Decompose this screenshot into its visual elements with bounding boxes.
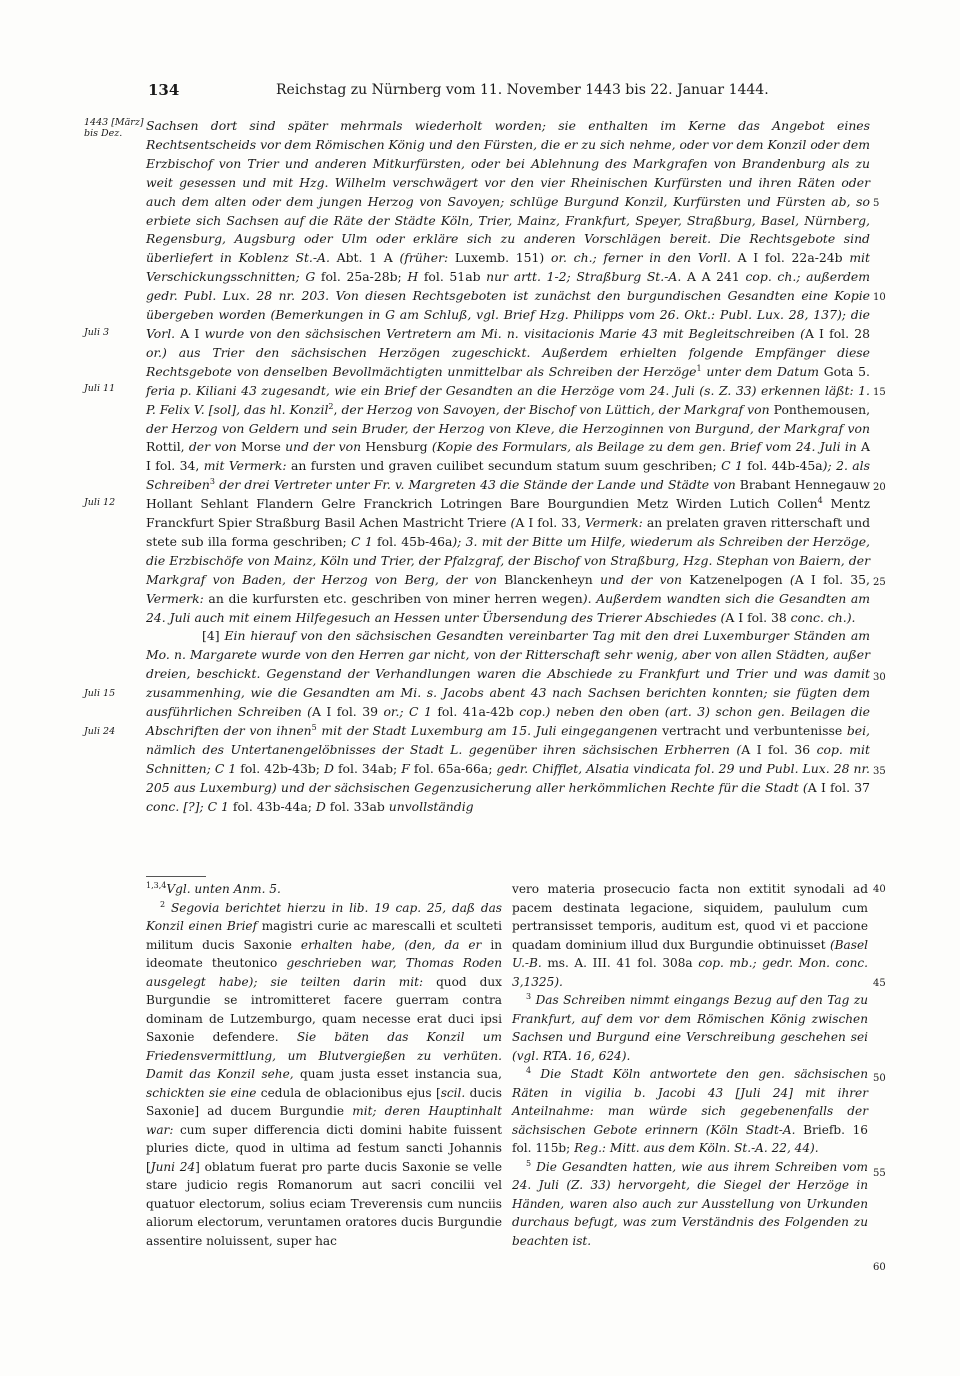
line-number: 35 (873, 766, 886, 777)
paragraph-rechtsgebote: Sachsen dort sind später mehrmals wiederholt worden; sie enthalten im Kerne das Angebot eines Rechtsentscheids vor dem Römischen König und den Fürsten, die er zu sich nehme, oder vor dem Konzil oder dem Erzbischof von Trier und anderen Mitkurfürsten, oder bei Ablehnung des Markgrafen von Brandenburg als zu weit gesessen und mit Hzg. Wilhelm verschwägert vor den vier Rheinischen Kurfürsten und ihren Räten oder auch dem alten oder dem jungen Herzog von Savoyen; schlüge Burgund Konzil, Kurfürsten und Fürsten ab, so erbiete sich Sachsen auf die Räte der Städte Köln, Trier, Mainz, Frankfurt, Speyer, Straßburg, Basel, Nürnberg, Regensburg, Augsburg oder Ulm oder erkläre sich zu anderen Vorschlägen bereit. Die Rechtsgebote sind überliefert in Koblenz St.-A. Abt. 1 A (früher: Luxemb. 151) or. ch.; ferner in den Vorll. A I fol. 22a-24b mit Verschickungsschnitten; G fol. 25a-28b; H fol. 51ab nur artt. 1-2; Straßburg St.-A. A A 241 cop. ch.; außerdem gedr. Publ. Lux. 28 nr. 203. Von diesen Rechtsgeboten ist zunächst den burgundischen Gesandten eine Kopie übergeben worden (Bemerkungen in G am Schluß, vgl. Brief Hzg. Philipps vom 26. Okt.: Publ. Lux. 28, 137); die Vorl. A I wurde von den sächsischen Vertretern am Mi. n. visitacionis Marie 43 mit Begleitschreiben (A I fol. 28 or.) aus Trier den sächsischen Herzögen zugeschickt. Außerdem erhielten folgende Empfänger diese Rechtsgebote von denselben Bevollmächtigten unmittelbar als Schreiben der Herzöge$^1$ unter dem Datum Gota 5. feria p. Kiliani 43 zugesandt, wie ein Brief der Gesandten an die Herzöge vom 24. Juli (s. Z. 33) erkennen läßt: 1. P. Felix V. [sol], das hl. Konzil$^2$, der Herzog von Savoyen, der Bischof von Lüttich, der Markgraf von Ponthemousen, der Herzog von Geldern und sein Bruder, der Herzog von Kleve, die Herzoginnen von Burgund, der Markgraf von Rottil, der von Morse und der von Hensburg (Kopie des Formulars, als Beilage zu dem gen. Brief vom 24. Juli in A I fol. 34, mit Vermerk: an fursten und graven cuilibet secundum statum suum geschriben; C 1 fol. 44b-45a); 2. als Schreiben$^3$ der drei Vertreter unter Fr. v. Margreten 43 die Stände der Lande und Städte von Brabant Hennegauw Hollant Sehlant Flandern Gelre Franckrich Lotringen Bare Bourgundien Metz Wirden Lutich Collen$^4$ Mentz Franckfurt Spier Straßburg Basil Achen Mastricht Triere (A I fol. 33, Vermerk: an prelaten graven ritterschaft und stete sub illa forma geschriben; C 1 fol. 45b-46a); 3. mit der Bitte um Hilfe, wiederum als Schreiben der Herzöge, die Erzbischöfe von Mainz, Köln und Trier, der Pfalzgraf, der Bischof von Straßburg, Hzg. Stephan von Baiern, der Markgraf von Baden, der Herzog von Berg, der von Blanckenheyn und der von Katzenelpogen (A I fol. 35, Vermerk: an die kurfursten etc. geschriben von miner herren wegen). Außerdem wandten sich die Gesandten am 24. Juli auch mit einem Hilfegesuch an Hessen unter Übersendung des Trierer Abschiedes (A I fol. 38 conc. ch.). (146, 118, 871, 625)
main-text (146, 117, 870, 817)
side-note: Juli 11 (84, 383, 116, 394)
footnotes-left-column: $^{1,3,4}$Vgl. unten Anm. 5. $^2$ Segovia berichtet hierzu in lib. 19 cap. 25, daß das Konzil einen Brief magistri curie ac marescalli et sculteti militum ducis Saxonie erhalten habe, (den, da er in ideomate theutonico geschrieben war, Thomas Roden ausgelegt habe); sie teilten darin mit: quod dux Burgundie se intromitteret facere guerram contra dominam de Lutzemburgo, quam necesse erat duci ipsi Saxonie defendere. Sie bäten das Konzil um Friedensvermittlung, um Blutvergießen zu verhüten. Damit das Konzil sehe, quam justa esset instancia sua, schickten sie eine cedula de oblacionibus ejus [scil. ducis Saxonie] ad ducem Burgundie mit; deren Hauptinhalt war: cum super differencia dicti domini habite fuissent pluries dicte, quod in ultima ad festum sancti Johannis [Juni 24] oblatum fuerat pro parte ducis Saxonie se velle stare judicio regis Romanorum aut sacri concilii vel quatuor electorum, solius eciam Treverensis cum nunciis aliorum electorum, veruntamen oratores ducis Burgundie assentire noluissent, super hac (146, 880, 503, 1248)
line-number: 60 (873, 1262, 886, 1273)
line-number: 40 (873, 884, 886, 895)
line-number: 10 (873, 292, 886, 303)
line-number: 55 (873, 1168, 886, 1179)
line-number: 20 (873, 482, 886, 493)
line-number: 25 (873, 577, 886, 588)
line-number: 50 (873, 1073, 886, 1084)
page-header (148, 80, 868, 100)
line-number: 30 (873, 672, 886, 683)
footnote-separator (146, 876, 206, 877)
paragraph-luxemburg-tag: [4] Ein hierauf von den sächsischen Gesandten vereinbarter Tag mit den drei Luxemburger Ständen am Mo. n. Margarete wurde von den Herren gar nicht, von der Ritterschaft sehr wenig, aber von allen Städten, außer dreien, beschickt. Gegenstand der Verhandlungen waren die Abschiede zu Frankfurt und Trier und was damit zusammenhing, wie die Gesandten am Mi. s. Jacobs abent 43 nach Sachsen berichten konnten; sie fügten dem ausführlichen Schreiben (A I fol. 39 or.; C 1 fol. 41a-42b cop.) neben den oben (art. 3) schon gen. Beilagen die Abschriften der von ihnen$^5$ mit der Stadt Luxemburg am 15. Juli eingegangenen vertracht und verbuntenisse bei, nämlich des Untertanengelöbnisses der Stadt L. gegenüber ihren sächsischen Erbherren (A I fol. 36 cop. mit Schnitten; C 1 fol. 42b-43b; D fol. 34ab; F fol. 65a-66a; gedr. Chifflet, Alsatia vindicata fol. 29 und Publ. Lux. 28 nr. 205 aus Luxemburg) und der sächsischen Gegenzusicherung aller herkömmlichen Rechte für die Stadt (A I fol. 37 conc. [?]; C 1 fol. 43b-44a; D fol. 33ab unvollständig (146, 628, 871, 814)
side-note: Juli 24 (84, 726, 116, 737)
footnotes-right-column: vero materia prosecucio facta non extitit synodali ad pacem destinata legacione, siquidem, paululum cum pertransisset temporis, auditum est, quod vi et paccione quadam dominium illud dux Burgundie obtinuisset (Basel U.-B. ms. A. III. 41 fol. 308a cop. mb.; gedr. Mon. conc. 3,1325). $^3$ Das Schreiben nimmt eingangs Bezug auf den Tag zu Frankfurt, auf dem vor dem Römischen König zwischen Sachsen und Burgund eine Verschreibung geschehen sei (vgl. RTA. 16, 624). $^4$ Die Stadt Köln antwortete den gen. sächsischen Räten in vigilia b. Jacobi 43 [Juli 24] mit ihrer Anteilnahme: man würde sich gegebenenfalls der sächsischen Gebote erinnern (Köln Stadt-A. Briefb. 16 fol. 115b; Reg.: Mitt. aus dem Köln. St.-A. 22, 44). $^5$ Die Gesandten hatten, wie aus ihrem Schreiben vom 24. Juli (Z. 33) hervorgeht, die Siegel der Herzöge in Händen, waren also auch zur Ausstellung von Urkunden durchaus befugt, was zum Verständnis des Folgenden zu beachten ist. (512, 882, 868, 1248)
side-note: Juli 3 (84, 327, 110, 338)
side-note: Juli 12 (84, 497, 116, 508)
line-number: 15 (873, 387, 886, 398)
page-number: 134 (148, 81, 180, 99)
side-note: Juli 15 (84, 688, 116, 699)
line-number: 5 (873, 198, 880, 209)
running-title: Reichstag zu Nürnberg vom 11. November 1443 bis 22. Januar 1444. (276, 82, 769, 98)
line-number: 45 (873, 978, 886, 989)
side-note: 1443 [März] bis Dez. (84, 117, 144, 139)
